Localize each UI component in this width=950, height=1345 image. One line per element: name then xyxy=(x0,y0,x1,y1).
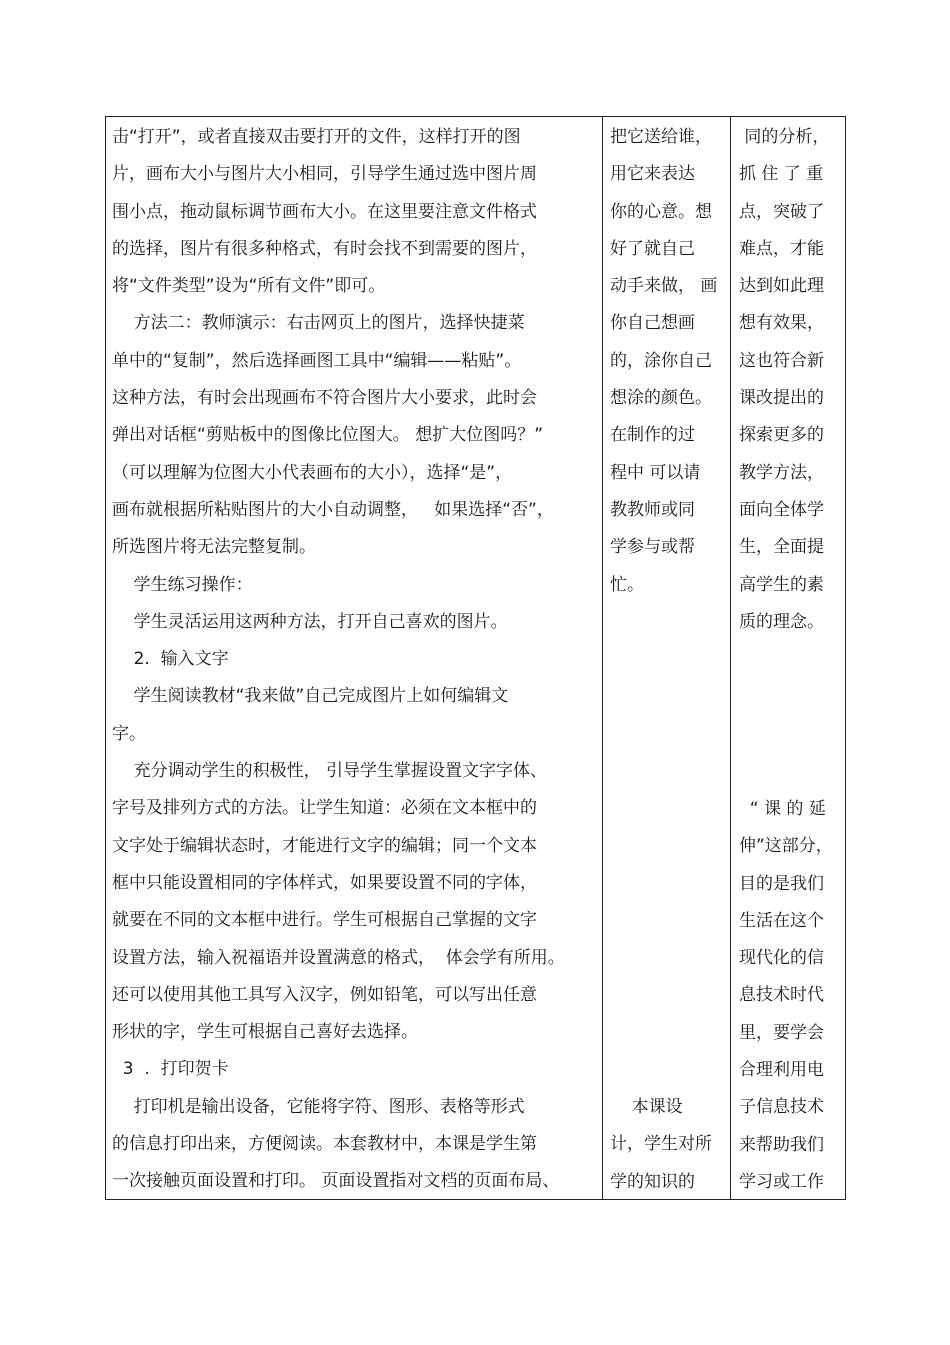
text-line: 学习或工作 xyxy=(739,1171,824,1192)
text-line: 高学生的素 xyxy=(739,574,824,595)
text-line: 学生灵活运用这两种方法，打开自己喜欢的图片。 xyxy=(112,611,508,632)
text-line: 计，学生对所 xyxy=(610,1134,712,1155)
text-line: 设置方法，输入祝福语并设置满意的格式， 体会学有所用。 xyxy=(112,947,565,968)
analysis-notes-text xyxy=(739,119,845,641)
text-line: 同的分析， xyxy=(739,127,830,147)
text-line: 一次接触页面设置和打印。 页面设置指对文档的页面布局、 xyxy=(112,1171,560,1192)
text-line: （可以理解为位图大小代表画布的大小），选择“是”， xyxy=(112,462,513,483)
text-line: 里，要学会 xyxy=(739,1022,824,1043)
text-line: 难点，才能 xyxy=(739,238,824,259)
design-intent-text xyxy=(610,1089,712,1201)
text-line: 的选择，图片有很多种格式，有时会找不到需要的图片， xyxy=(112,238,537,259)
text-line: 息技术时代 xyxy=(739,985,824,1006)
text-line: 这种方法，有时会出现画布不符合图片大小要求，此时会 xyxy=(112,388,537,409)
text-line: 学的知识的 xyxy=(610,1171,695,1192)
lesson-extension-text xyxy=(739,791,833,1201)
text-line: 想涂的颜色。 xyxy=(610,388,712,409)
text-line: 打印机是输出设备，它能将字符、图形、表格等形式 xyxy=(112,1096,525,1117)
text-line: 你自己想画 xyxy=(610,313,695,334)
text-line: 抓 住 了 重 xyxy=(739,164,824,185)
text-line: 来帮助我们 xyxy=(739,1134,824,1155)
text-line: 达到如此理 xyxy=(739,276,824,297)
text-line: 3 . 打印贺卡 xyxy=(112,1059,229,1080)
text-line: 教学方法， xyxy=(739,462,824,483)
text-line: 用它来表达 xyxy=(610,164,695,185)
text-line: 字。 xyxy=(112,723,146,744)
text-line: 在制作的过 xyxy=(610,425,695,446)
text-line: 质的理念。 xyxy=(739,611,824,632)
text-line: 就要在不同的文本框中进行。学生可根据自己掌握的文字 xyxy=(112,910,537,931)
text-line: 方法二：教师演示：右击网页上的图片，选择快捷菜 xyxy=(112,313,525,334)
text-line: 现代化的信 xyxy=(739,948,824,969)
text-line: 面向全体学 xyxy=(739,499,824,520)
student-activity-column xyxy=(603,117,731,1199)
text-line: 框中只能设置相同的字体样式，如果要设置不同的字体， xyxy=(112,872,537,893)
text-line: 目的是我们 xyxy=(739,873,824,894)
text-line: 探索更多的 xyxy=(739,425,824,446)
text-line: 合理利用电 xyxy=(739,1060,824,1081)
student-activity-text xyxy=(610,119,730,604)
text-line: 形状的字，学生可根据自己喜好去选择。 xyxy=(112,1022,418,1043)
text-line: “ 课 的 延 xyxy=(739,799,826,819)
text-line: 想有效果， xyxy=(739,313,824,334)
text-line: 生，全面提 xyxy=(739,537,824,558)
text-line: 这也符合新 xyxy=(739,350,824,371)
text-line: 片，画布大小与图片大小相同，引导学生通过选中图片周 xyxy=(112,164,537,185)
text-line: 学参与或帮 xyxy=(610,537,695,558)
text-line: 子信息技术 xyxy=(739,1097,824,1118)
text-line: 动手来做， 画 xyxy=(610,276,718,297)
text-line: 课改提出的 xyxy=(739,388,824,409)
text-line: 学生阅读教材“我来做”自己完成图片上如何编辑文 xyxy=(112,686,509,707)
text-line: 伸”这部分， xyxy=(739,836,833,857)
text-line: 击“打开”，或者直接双击要打开的文件，这样打开的图 xyxy=(112,127,521,147)
text-line: 的，涂你自己 xyxy=(610,350,712,371)
text-line: 2. 输入文字 xyxy=(112,649,229,670)
text-line: 点，突破了 xyxy=(739,201,824,222)
text-line: 所选图片将无法完整复制。 xyxy=(112,537,316,558)
text-line: 将“文件类型”设为“所有文件”即可。 xyxy=(112,276,386,297)
text-line: 文字处于编辑状态时，才能进行文字的编辑；同一个文本 xyxy=(112,835,537,856)
text-line: 学生练习操作： xyxy=(112,574,253,595)
text-line: 好了就自己 xyxy=(610,238,695,259)
lesson-plan-table xyxy=(105,116,846,1200)
text-line: 忙。 xyxy=(610,574,644,595)
text-line: 充分调动学生的积极性， 引导学生掌握设置文字字体、 xyxy=(112,761,548,782)
teaching-process-column xyxy=(106,117,603,1199)
text-line: 你的心意。想 xyxy=(610,201,712,222)
design-notes-column xyxy=(731,117,845,1199)
text-line: 生活在这个 xyxy=(739,910,824,931)
text-line: 程中 可以请 xyxy=(610,462,701,483)
text-line: 围小点，拖动鼠标调节画布大小。在这里要注意文件格式 xyxy=(112,201,537,222)
text-line: 还可以使用其他工具写入汉字，例如铅笔，可以写出任意 xyxy=(112,984,537,1005)
text-line: 的信息打印出来，方便阅读。本套教材中，本课是学生第 xyxy=(112,1134,537,1155)
text-line: 本课设 xyxy=(610,1097,683,1117)
text-line: 弹出对话框“剪贴板中的图像比位图大。 想扩大位图吗？” xyxy=(112,425,544,446)
text-line: 画布就根据所粘贴图片的大小自动调整， 如果选择“否”， xyxy=(112,499,554,520)
text-line: 把它送给谁， xyxy=(610,127,712,147)
text-line: 教教师或同 xyxy=(610,499,695,520)
text-line: 单中的“复制”，然后选择画图工具中“编辑——粘贴”。 xyxy=(112,350,522,371)
text-line: 字号及排列方式的方法。让学生知道：必须在文本框中的 xyxy=(112,798,537,819)
